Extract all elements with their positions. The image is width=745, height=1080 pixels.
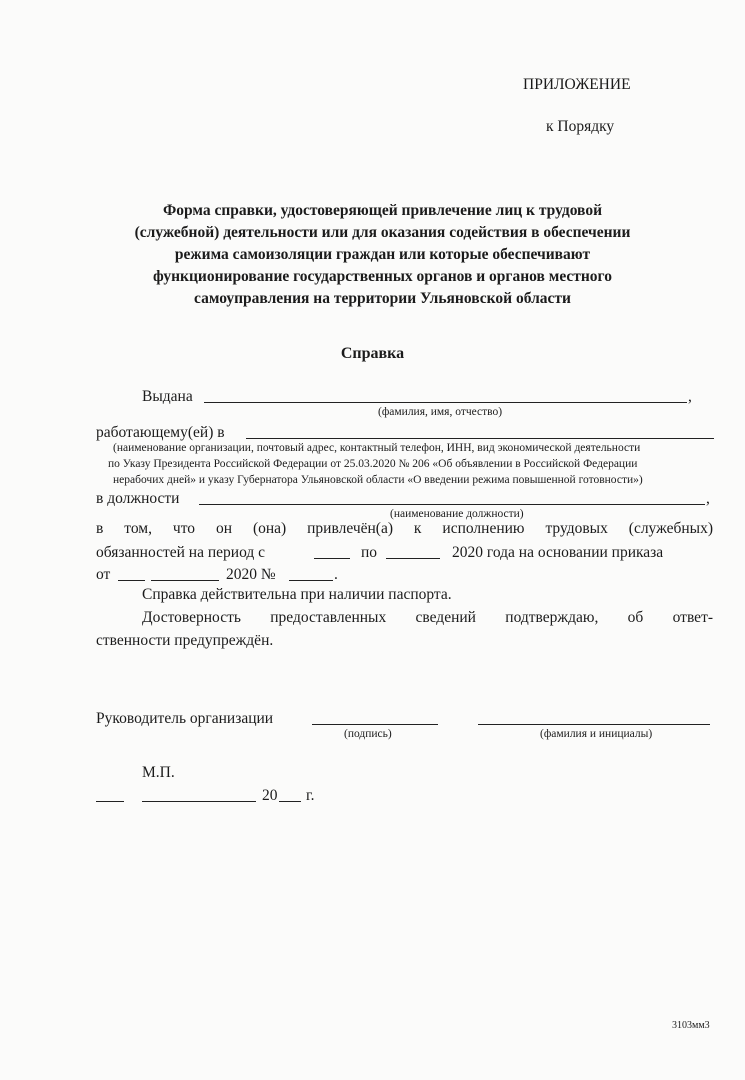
period-text: обязанностей на период с (96, 544, 266, 561)
form-title-line: самоуправления на территории Ульяновской области (194, 290, 571, 307)
signature-hint: (подпись) (344, 728, 392, 740)
position-label: в должности (96, 490, 180, 507)
order-period: . (334, 566, 338, 583)
form-title-line: режима самоизоляции граждан или которые обеспечивают (174, 246, 591, 263)
year-prefix: 20 (262, 787, 278, 804)
date-year-field[interactable] (279, 801, 301, 802)
statement-line (96, 544, 265, 562)
stamp-label: М.П. (142, 764, 175, 781)
period-from-field[interactable] (314, 558, 350, 559)
confirm-line: ственности предупреждён. (96, 632, 274, 649)
validity-note: Справка действительна при наличии паспорта. (142, 586, 452, 603)
issued-comma: , (688, 388, 692, 405)
form-title-line: (служебной) деятельности или для оказания содействия в обеспечении (134, 224, 631, 241)
position-field[interactable] (199, 504, 705, 505)
name-initials-hint: (фамилия и инициалы) (540, 728, 653, 740)
period-to-field[interactable] (386, 558, 440, 559)
head-label: Руководитель организации (96, 710, 274, 727)
form-title-line: Форма справки, удостоверяющей привлечение лиц к трудовой (162, 202, 603, 219)
position-hint: (наименование должности) (390, 508, 524, 520)
working-label: работающему(ей) в (96, 424, 225, 441)
order-from-label: от (96, 566, 111, 583)
org-hint-line: (наименование организации, почтовый адрес, контактный телефон, ИНН, вид экономической деятельности (113, 442, 641, 454)
statement-line: в том, что он (она) привлечён(а) к исполнению трудовых (служебных) (96, 520, 713, 537)
year-suffix: г. (306, 787, 315, 804)
name-initials-field[interactable] (478, 724, 710, 725)
fio-field[interactable] (204, 402, 687, 403)
date-month-field[interactable] (142, 801, 256, 802)
organization-field[interactable] (246, 438, 714, 439)
to-order-label: к Порядку (546, 118, 615, 135)
date-day-field[interactable] (96, 801, 124, 802)
order-year-label: 2020 № (226, 566, 276, 583)
confirm-line: Достоверность предоставленных сведений подтверждаю, об ответ- (142, 609, 713, 626)
order-number-field[interactable] (289, 580, 333, 581)
footer-code: 3103мм3 (672, 1020, 710, 1031)
fio-hint: (фамилия, имя, отчество) (378, 406, 503, 418)
period-year-text: 2020 года на основании приказа (452, 544, 664, 561)
order-day-field[interactable] (118, 580, 145, 581)
order-month-field[interactable] (151, 580, 219, 581)
org-hint-line: по Указу Президента Российской Федерации от 25.03.2020 № 206 «Об объявлении в Российской Федерации (108, 458, 638, 470)
issued-label: Выдана (142, 388, 193, 405)
org-hint-line: нерабочих дней» и указу Губернатора Ульяновской области «О введении режима повышенной готовности») (113, 474, 643, 486)
form-title (110, 200, 655, 310)
signature-field[interactable] (312, 724, 438, 725)
period-to-label: по (361, 544, 378, 561)
position-comma: , (706, 490, 710, 507)
appendix-label: ПРИЛОЖЕНИЕ (523, 76, 631, 93)
form-title-line: функционирование государственных органов и органов местного (153, 268, 612, 285)
doc-heading: Справка (340, 345, 405, 362)
